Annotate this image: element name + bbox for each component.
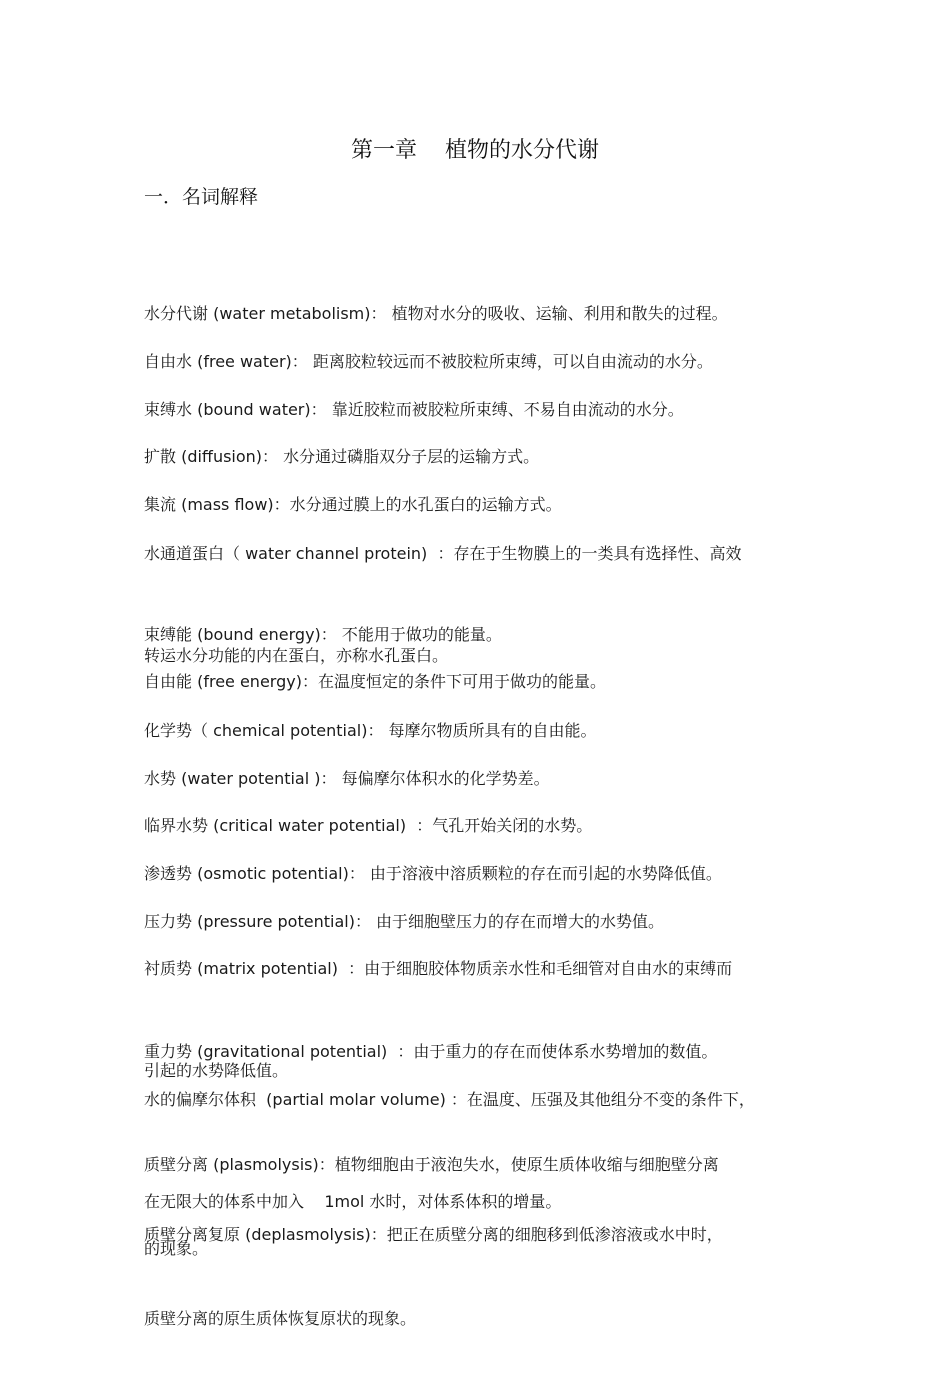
definition-line: 压力势 (pressure potential)： 由于细胞壁压力的存在而增大的水势值。	[144, 912, 665, 931]
definition-line: 水分代谢 (water metabolism)： 植物对水分的吸收、运输、利用和散失的过程。	[144, 304, 728, 323]
definition-line: 束缚水 (bound water)： 靠近胶粒而被胶粒所束缚、不易自由流动的水分。	[144, 400, 684, 419]
definition-line: 扩散 (diffusion)： 水分通过磷脂双分子层的运输方式。	[144, 447, 540, 466]
definition-line: 质壁分离 (plasmolysis)：植物细胞由于液泡失水，使原生质体收缩与细胞壁分离	[144, 1155, 719, 1174]
definition-line: 自由能 (free energy)：在温度恒定的条件下可用于做功的能量。	[144, 672, 606, 691]
definition-line: 临界水势 (critical water potential) ：气孔开始关闭的水势。	[144, 816, 593, 835]
section-heading: 一．名词解释	[144, 186, 259, 208]
definition-entry	[144, 1165, 794, 1389]
definition-line: 束缚能 (bound energy)： 不能用于做功的能量。	[144, 625, 502, 644]
definition-line: 转运水分功能的内在蛋白，亦称水孔蛋白。	[144, 646, 449, 665]
definition-line: 集流 (mass flow)：水分通过膜上的水孔蛋白的运输方式。	[144, 495, 562, 514]
definition-line: 引起的水势降低值。	[144, 1061, 289, 1080]
definition-line: 在无限大的体系中加入 1mol 水时，对体系体积的增量。	[144, 1192, 562, 1211]
definition-line: 衬质势 (matrix potential) ：由于细胞胶体物质亲水性和毛细管对自由水的束缚而	[144, 959, 733, 978]
definition-line: 水通道蛋白（ water channel protein) ：存在于生物膜上的一类具有选择性、高效	[144, 544, 742, 563]
definition-line: 化学势（ chemical potential)： 每摩尔物质所具有的自由能。	[144, 721, 597, 740]
definition-line: 重力势 (gravitational potential) ：由于重力的存在而使体系水势增加的数值。	[144, 1042, 718, 1061]
chapter-title: 第一章 植物的水分代谢	[351, 138, 599, 163]
definition-line: 渗透势 (osmotic potential)： 由于溶液中溶质颗粒的存在而引起的水势降低值。	[144, 864, 722, 883]
definition-line: 质壁分离复原 (deplasmolysis)：把正在质壁分离的细胞移到低渗溶液或水中时，	[144, 1225, 723, 1244]
definition-line: 水势 (water potential )： 每偏摩尔体积水的化学势差。	[144, 769, 550, 788]
definition-line: 自由水 (free water)： 距离胶粒较远而不被胶粒所束缚，可以自由流动的水分。	[144, 352, 713, 371]
definition-line: 质壁分离的原生质体恢复原状的现象。	[144, 1309, 417, 1328]
definition-line: 水的偏摩尔体积 (partial molar volume) ：在温度、压强及其他组分不变的条件下，	[144, 1090, 755, 1109]
definition-line: 的现象。	[144, 1239, 209, 1258]
